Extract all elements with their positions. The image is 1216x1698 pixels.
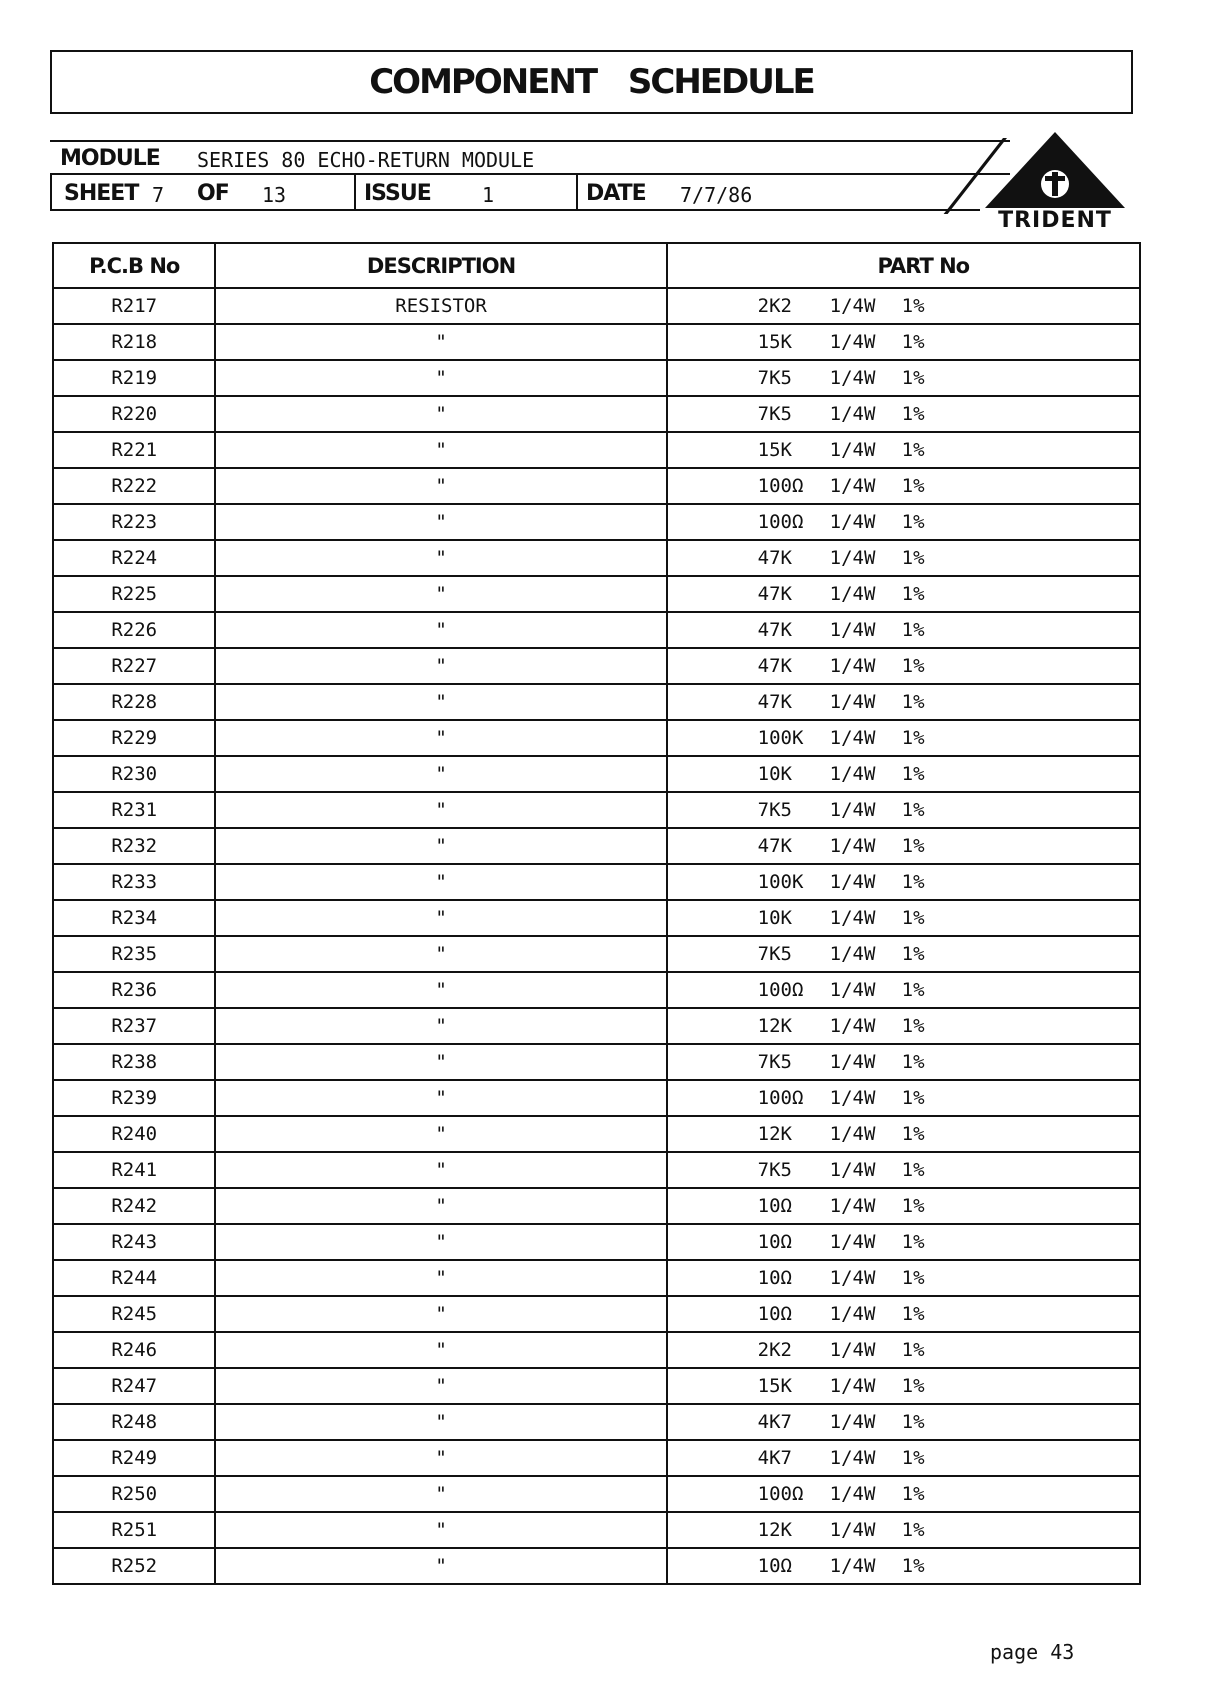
part-value: 100Ω xyxy=(757,979,804,1001)
header-description: DESCRIPTION xyxy=(215,243,666,288)
part-wattage: 1/4W xyxy=(829,763,876,785)
pcb-ref: R220 xyxy=(53,396,215,432)
part-no xyxy=(667,792,1140,828)
part-wattage: 1/4W xyxy=(829,979,876,1001)
table-row xyxy=(53,504,1140,540)
table-row xyxy=(53,1404,1140,1440)
separator xyxy=(354,175,356,209)
part-tolerance: 1% xyxy=(901,655,925,677)
issue-value: 1 xyxy=(482,183,495,207)
part-no xyxy=(667,396,1140,432)
date-value: 7/7/86 xyxy=(680,183,753,207)
table-row xyxy=(53,540,1140,576)
module-row xyxy=(50,140,1010,175)
pcb-ref: R219 xyxy=(53,360,215,396)
description: " xyxy=(215,864,666,900)
table-row xyxy=(53,1476,1140,1512)
table-row xyxy=(53,324,1140,360)
table-row xyxy=(53,612,1140,648)
description: " xyxy=(215,684,666,720)
description: " xyxy=(215,540,666,576)
table-row xyxy=(53,1440,1140,1476)
part-wattage: 1/4W xyxy=(829,619,876,641)
part-wattage: 1/4W xyxy=(829,547,876,569)
table-row xyxy=(53,1080,1140,1116)
table-row xyxy=(53,360,1140,396)
part-wattage: 1/4W xyxy=(829,907,876,929)
description: " xyxy=(215,1152,666,1188)
part-no xyxy=(667,576,1140,612)
part-tolerance: 1% xyxy=(901,763,925,785)
part-no xyxy=(667,1008,1140,1044)
module-value: SERIES 80 ECHO-RETURN MODULE xyxy=(197,148,535,172)
pcb-ref: R247 xyxy=(53,1368,215,1404)
part-wattage: 1/4W xyxy=(829,331,876,353)
part-tolerance: 1% xyxy=(901,871,925,893)
table-row xyxy=(53,1224,1140,1260)
part-wattage: 1/4W xyxy=(829,943,876,965)
part-wattage: 1/4W xyxy=(829,691,876,713)
issue-label: ISSUE xyxy=(364,181,431,206)
description: " xyxy=(215,1188,666,1224)
part-value: 7K5 xyxy=(757,943,792,965)
part-tolerance: 1% xyxy=(901,1411,925,1433)
part-tolerance: 1% xyxy=(901,1375,925,1397)
part-wattage: 1/4W xyxy=(829,1519,876,1541)
part-no xyxy=(667,1080,1140,1116)
part-no xyxy=(667,468,1140,504)
part-wattage: 1/4W xyxy=(829,799,876,821)
table-row xyxy=(53,756,1140,792)
table-row xyxy=(53,1008,1140,1044)
description: " xyxy=(215,504,666,540)
part-tolerance: 1% xyxy=(901,439,925,461)
table-row xyxy=(53,900,1140,936)
part-wattage: 1/4W xyxy=(829,295,876,317)
part-value: 10Ω xyxy=(757,1555,792,1577)
header-part-no: PART No xyxy=(667,243,1140,288)
table-row xyxy=(53,468,1140,504)
part-wattage: 1/4W xyxy=(829,871,876,893)
description: " xyxy=(215,1548,666,1584)
part-no xyxy=(667,1548,1140,1584)
part-tolerance: 1% xyxy=(901,1267,925,1289)
table-row xyxy=(53,1188,1140,1224)
part-wattage: 1/4W xyxy=(829,1267,876,1289)
pcb-ref: R223 xyxy=(53,504,215,540)
description: " xyxy=(215,936,666,972)
pcb-ref: R221 xyxy=(53,432,215,468)
part-value: 4K7 xyxy=(757,1411,792,1433)
pcb-ref: R226 xyxy=(53,612,215,648)
pcb-ref: R252 xyxy=(53,1548,215,1584)
module-label: MODULE xyxy=(60,146,160,171)
part-tolerance: 1% xyxy=(901,691,925,713)
description: " xyxy=(215,1476,666,1512)
part-wattage: 1/4W xyxy=(829,1555,876,1577)
part-no xyxy=(667,1512,1140,1548)
description: " xyxy=(215,1008,666,1044)
part-no xyxy=(667,1044,1140,1080)
part-tolerance: 1% xyxy=(901,1195,925,1217)
table-row xyxy=(53,648,1140,684)
part-wattage: 1/4W xyxy=(829,1123,876,1145)
part-value: 100K xyxy=(757,727,804,749)
part-wattage: 1/4W xyxy=(829,1231,876,1253)
pcb-ref: R229 xyxy=(53,720,215,756)
part-no xyxy=(667,684,1140,720)
part-no xyxy=(667,1440,1140,1476)
pcb-ref: R227 xyxy=(53,648,215,684)
part-tolerance: 1% xyxy=(901,979,925,1001)
component-table xyxy=(52,242,1141,1585)
part-wattage: 1/4W xyxy=(829,583,876,605)
part-wattage: 1/4W xyxy=(829,835,876,857)
description: " xyxy=(215,360,666,396)
part-tolerance: 1% xyxy=(901,475,925,497)
description: " xyxy=(215,648,666,684)
part-wattage: 1/4W xyxy=(829,439,876,461)
part-tolerance: 1% xyxy=(901,1123,925,1145)
of-label: OF xyxy=(197,181,229,206)
part-tolerance: 1% xyxy=(901,367,925,389)
part-tolerance: 1% xyxy=(901,331,925,353)
table-row xyxy=(53,1368,1140,1404)
pcb-ref: R236 xyxy=(53,972,215,1008)
part-tolerance: 1% xyxy=(901,1051,925,1073)
part-value: 47K xyxy=(757,619,792,641)
pcb-ref: R224 xyxy=(53,540,215,576)
table-row xyxy=(53,1116,1140,1152)
description: " xyxy=(215,1332,666,1368)
pcb-ref: R233 xyxy=(53,864,215,900)
description: " xyxy=(215,1224,666,1260)
part-no xyxy=(667,1368,1140,1404)
table-row xyxy=(53,828,1140,864)
part-wattage: 1/4W xyxy=(829,1375,876,1397)
part-value: 47K xyxy=(757,691,792,713)
description: RESISTOR xyxy=(215,288,666,324)
description: " xyxy=(215,792,666,828)
part-no xyxy=(667,756,1140,792)
table-row xyxy=(53,936,1140,972)
pcb-ref: R238 xyxy=(53,1044,215,1080)
table-row xyxy=(53,1152,1140,1188)
part-wattage: 1/4W xyxy=(829,1051,876,1073)
part-value: 12K xyxy=(757,1519,792,1541)
part-value: 2K2 xyxy=(757,1339,792,1361)
of-value: 13 xyxy=(262,183,287,207)
part-value: 15K xyxy=(757,331,792,353)
table-row xyxy=(53,288,1140,324)
sheet-value: 7 xyxy=(152,183,165,207)
part-wattage: 1/4W xyxy=(829,1015,876,1037)
part-value: 7K5 xyxy=(757,799,792,821)
part-no xyxy=(667,900,1140,936)
part-value: 4K7 xyxy=(757,1447,792,1469)
description: " xyxy=(215,396,666,432)
pcb-ref: R242 xyxy=(53,1188,215,1224)
page-title: COMPONENT SCHEDULE xyxy=(369,62,814,102)
part-tolerance: 1% xyxy=(901,1483,925,1505)
part-tolerance: 1% xyxy=(901,511,925,533)
part-no xyxy=(667,504,1140,540)
part-no xyxy=(667,612,1140,648)
part-tolerance: 1% xyxy=(901,1555,925,1577)
table-row xyxy=(53,576,1140,612)
pcb-ref: R234 xyxy=(53,900,215,936)
part-wattage: 1/4W xyxy=(829,475,876,497)
part-wattage: 1/4W xyxy=(829,403,876,425)
description: " xyxy=(215,828,666,864)
part-wattage: 1/4W xyxy=(829,1159,876,1181)
pcb-ref: R250 xyxy=(53,1476,215,1512)
part-tolerance: 1% xyxy=(901,547,925,569)
part-no xyxy=(667,1224,1140,1260)
pcb-ref: R244 xyxy=(53,1260,215,1296)
sheet-label: SHEET xyxy=(64,181,139,206)
separator xyxy=(576,175,578,209)
description: " xyxy=(215,1080,666,1116)
part-tolerance: 1% xyxy=(901,727,925,749)
pcb-ref: R243 xyxy=(53,1224,215,1260)
description: " xyxy=(215,324,666,360)
part-value: 2K2 xyxy=(757,295,792,317)
pcb-ref: R222 xyxy=(53,468,215,504)
part-value: 100Ω xyxy=(757,1483,804,1505)
part-wattage: 1/4W xyxy=(829,655,876,677)
part-tolerance: 1% xyxy=(901,1303,925,1325)
header-pcb-no: P.C.B No xyxy=(53,243,215,288)
part-tolerance: 1% xyxy=(901,1519,925,1541)
description: " xyxy=(215,1260,666,1296)
title-box xyxy=(50,50,1133,114)
table-row xyxy=(53,396,1140,432)
pcb-ref: R225 xyxy=(53,576,215,612)
part-value: 10K xyxy=(757,907,792,929)
part-tolerance: 1% xyxy=(901,1339,925,1361)
part-no xyxy=(667,648,1140,684)
pcb-ref: R237 xyxy=(53,1008,215,1044)
part-no xyxy=(667,1260,1140,1296)
part-value: 47K xyxy=(757,655,792,677)
part-tolerance: 1% xyxy=(901,1159,925,1181)
part-value: 100Ω xyxy=(757,511,804,533)
description: " xyxy=(215,1512,666,1548)
part-value: 12K xyxy=(757,1123,792,1145)
part-tolerance: 1% xyxy=(901,1231,925,1253)
description: " xyxy=(215,972,666,1008)
table-row xyxy=(53,792,1140,828)
part-tolerance: 1% xyxy=(901,403,925,425)
part-no xyxy=(667,1188,1140,1224)
part-wattage: 1/4W xyxy=(829,367,876,389)
part-value: 10Ω xyxy=(757,1303,792,1325)
part-no xyxy=(667,1476,1140,1512)
part-value: 15K xyxy=(757,1375,792,1397)
description: " xyxy=(215,1368,666,1404)
part-wattage: 1/4W xyxy=(829,1411,876,1433)
logo-text: TRIDENT xyxy=(998,208,1112,233)
pcb-ref: R232 xyxy=(53,828,215,864)
description: " xyxy=(215,1440,666,1476)
part-tolerance: 1% xyxy=(901,1015,925,1037)
table-row xyxy=(53,720,1140,756)
part-value: 47K xyxy=(757,547,792,569)
pcb-ref: R228 xyxy=(53,684,215,720)
part-wattage: 1/4W xyxy=(829,1087,876,1109)
table-row xyxy=(53,864,1140,900)
part-tolerance: 1% xyxy=(901,835,925,857)
part-value: 10Ω xyxy=(757,1267,792,1289)
table-row xyxy=(53,1044,1140,1080)
table-row xyxy=(53,1296,1140,1332)
part-value: 15K xyxy=(757,439,792,461)
page-number: page 43 xyxy=(990,1640,1075,1664)
part-value: 100Ω xyxy=(757,1087,804,1109)
table-header-row xyxy=(53,243,1140,288)
pcb-ref: R248 xyxy=(53,1404,215,1440)
part-wattage: 1/4W xyxy=(829,511,876,533)
part-no xyxy=(667,720,1140,756)
part-value: 10Ω xyxy=(757,1195,792,1217)
part-value: 100Ω xyxy=(757,475,804,497)
pcb-ref: R217 xyxy=(53,288,215,324)
part-tolerance: 1% xyxy=(901,1447,925,1469)
pcb-ref: R235 xyxy=(53,936,215,972)
part-value: 7K5 xyxy=(757,403,792,425)
description: " xyxy=(215,576,666,612)
part-no xyxy=(667,324,1140,360)
table-row xyxy=(53,1332,1140,1368)
table-row xyxy=(53,684,1140,720)
part-no xyxy=(667,828,1140,864)
description: " xyxy=(215,468,666,504)
part-value: 7K5 xyxy=(757,1159,792,1181)
part-no xyxy=(667,1332,1140,1368)
part-value: 10K xyxy=(757,763,792,785)
description: " xyxy=(215,1296,666,1332)
part-no xyxy=(667,864,1140,900)
part-no xyxy=(667,360,1140,396)
part-no xyxy=(667,1152,1140,1188)
part-no xyxy=(667,1296,1140,1332)
description: " xyxy=(215,720,666,756)
sheet-row xyxy=(50,173,980,211)
part-no xyxy=(667,936,1140,972)
part-value: 100K xyxy=(757,871,804,893)
pcb-ref: R241 xyxy=(53,1152,215,1188)
part-tolerance: 1% xyxy=(901,583,925,605)
pcb-ref: R218 xyxy=(53,324,215,360)
description: " xyxy=(215,432,666,468)
part-tolerance: 1% xyxy=(901,943,925,965)
part-tolerance: 1% xyxy=(901,1087,925,1109)
pcb-ref: R246 xyxy=(53,1332,215,1368)
pcb-ref: R231 xyxy=(53,792,215,828)
part-wattage: 1/4W xyxy=(829,1483,876,1505)
table-row xyxy=(53,1548,1140,1584)
description: " xyxy=(215,1116,666,1152)
pcb-ref: R249 xyxy=(53,1440,215,1476)
part-no xyxy=(667,1404,1140,1440)
pcb-ref: R251 xyxy=(53,1512,215,1548)
part-no xyxy=(667,540,1140,576)
part-tolerance: 1% xyxy=(901,907,925,929)
description: " xyxy=(215,1044,666,1080)
table-row xyxy=(53,972,1140,1008)
part-wattage: 1/4W xyxy=(829,727,876,749)
pcb-ref: R240 xyxy=(53,1116,215,1152)
part-value: 47K xyxy=(757,835,792,857)
pcb-ref: R239 xyxy=(53,1080,215,1116)
part-wattage: 1/4W xyxy=(829,1339,876,1361)
part-value: 47K xyxy=(757,583,792,605)
date-label: DATE xyxy=(586,181,646,206)
pcb-ref: R245 xyxy=(53,1296,215,1332)
description: " xyxy=(215,612,666,648)
part-value: 12K xyxy=(757,1015,792,1037)
part-value: 10Ω xyxy=(757,1231,792,1253)
part-no xyxy=(667,288,1140,324)
part-wattage: 1/4W xyxy=(829,1195,876,1217)
table-row xyxy=(53,1260,1140,1296)
part-tolerance: 1% xyxy=(901,295,925,317)
description: " xyxy=(215,900,666,936)
table-row xyxy=(53,432,1140,468)
description: " xyxy=(215,756,666,792)
description: " xyxy=(215,1404,666,1440)
part-wattage: 1/4W xyxy=(829,1303,876,1325)
part-tolerance: 1% xyxy=(901,799,925,821)
table-row xyxy=(53,1512,1140,1548)
part-no xyxy=(667,1116,1140,1152)
part-wattage: 1/4W xyxy=(829,1447,876,1469)
part-value: 7K5 xyxy=(757,1051,792,1073)
part-tolerance: 1% xyxy=(901,619,925,641)
pcb-ref: R230 xyxy=(53,756,215,792)
part-no xyxy=(667,972,1140,1008)
part-value: 7K5 xyxy=(757,367,792,389)
part-no xyxy=(667,432,1140,468)
